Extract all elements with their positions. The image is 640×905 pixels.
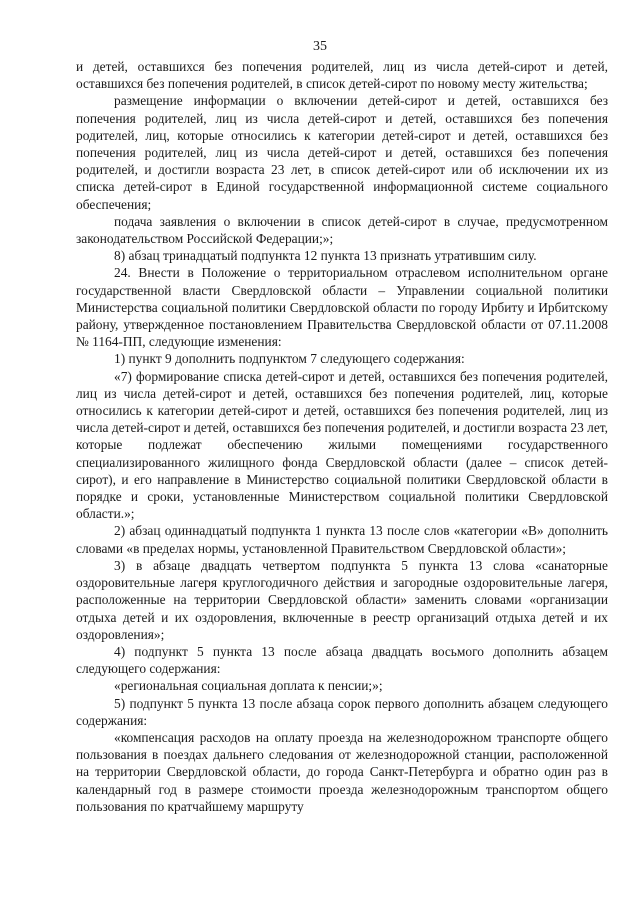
- paragraph-13: «компенсация расходов на оплату проезда на железнодорожном транспорте общего пользования в поездах дальнего следования от железнодорожной станции, расположенной на территории Свердловской области, до города Санкт-Петербурга и обратно один раз в календарный год в размере стоимости проезда железнодорожным транспортом общего пользования по кратчайшему маршруту: [76, 729, 608, 814]
- paragraph-5: 24. Внести в Положение о территориальном отраслевом исполнительном органе государственной власти Свердловской области – Управлении социальной политики Министерства социальной политики Свердловской области по городу Ирбиту и Ирбитскому району, утвержденное постановлением Правительства Свердловской области от 07.11.2008 № 1164-ПП, следующие изменения:: [76, 265, 608, 350]
- paragraph-12: 5) подпункт 5 пункта 13 после абзаца сорок первого дополнить абзацем следующего содержания:: [76, 695, 608, 728]
- paragraph-1: и детей, оставшихся без попечения родителей, лиц из числа детей-сирот и детей, оставшихся без попечения родителей, в список детей-сирот по новому месту жительства;: [76, 59, 608, 92]
- document-body: [76, 58, 608, 815]
- paragraph-4: 8) абзац тринадцатый подпункта 12 пункта 13 признать утратившим силу.: [114, 248, 537, 264]
- paragraph-11: «региональная социальная доплата к пенсии;»;: [114, 678, 383, 694]
- paragraph-8: 2) абзац одиннадцатый подпункта 1 пункта 13 после слов «категории «В» дополнить словами «в пределах нормы, установленной Правительством Свердловской области»;: [76, 523, 608, 556]
- paragraph-3: подача заявления о включении в список детей-сирот в случае, предусмотренном законодательством Российской Федерации;»;: [76, 213, 608, 247]
- page-number: 35: [313, 39, 327, 54]
- paragraph-10: 4) подпункт 5 пункта 13 после абзаца двадцать восьмого дополнить абзацем следующего содержания:: [76, 643, 608, 677]
- paragraph-6: 1) пункт 9 дополнить подпунктом 7 следующего содержания:: [114, 351, 465, 367]
- paragraph-9: 3) в абзаце двадцать четвертом подпункта 5 пункта 13 слова «санаторные оздоровительные лагеря круглогодичного действия и загородные оздоровительные лагеря, расположенные на территории Свердловской области» заменить словами «организации отдыха детей и их оздоровления, включенные в реестр организаций отдыха детей и их оздоровления»;: [76, 557, 608, 642]
- paragraph-2: размещение информации о включении детей-сирот и детей, оставшихся без попечения родителей, лиц из числа детей-сирот и детей, оставшихся без попечения родителей, лиц, которые относились к категории детей-сирот и детей, оставшихся без попечения родителей, лиц из числа детей-сирот и детей, оставшихся без попечения родителей, и достигли возраста 23 лет, в список детей-сирот или об исключении их из списка детей-сирот в Единой государственной информационной системе социального обеспечения;: [76, 93, 608, 212]
- paragraph-7: «7) формирование списка детей-сирот и детей, оставшихся без попечения родителей, лиц из числа детей-сирот и детей, оставшихся без попечения родителей, лиц, которые относились к категории детей-сирот и детей, оставшихся без попечения родителей, лиц из числа детей-сирот и детей, оставшихся без попечения родителей, и достигли возраста 23 лет, которые подлежат обеспечению жилыми помещениями государственного специализированного жилищного фонда Свердловской области (далее – список детей-сирот), и его направление в Министерство социальной политики Свердловской области в порядке и сроки, установленные Министерством социальной политики Свердловской области.»;: [76, 368, 608, 522]
